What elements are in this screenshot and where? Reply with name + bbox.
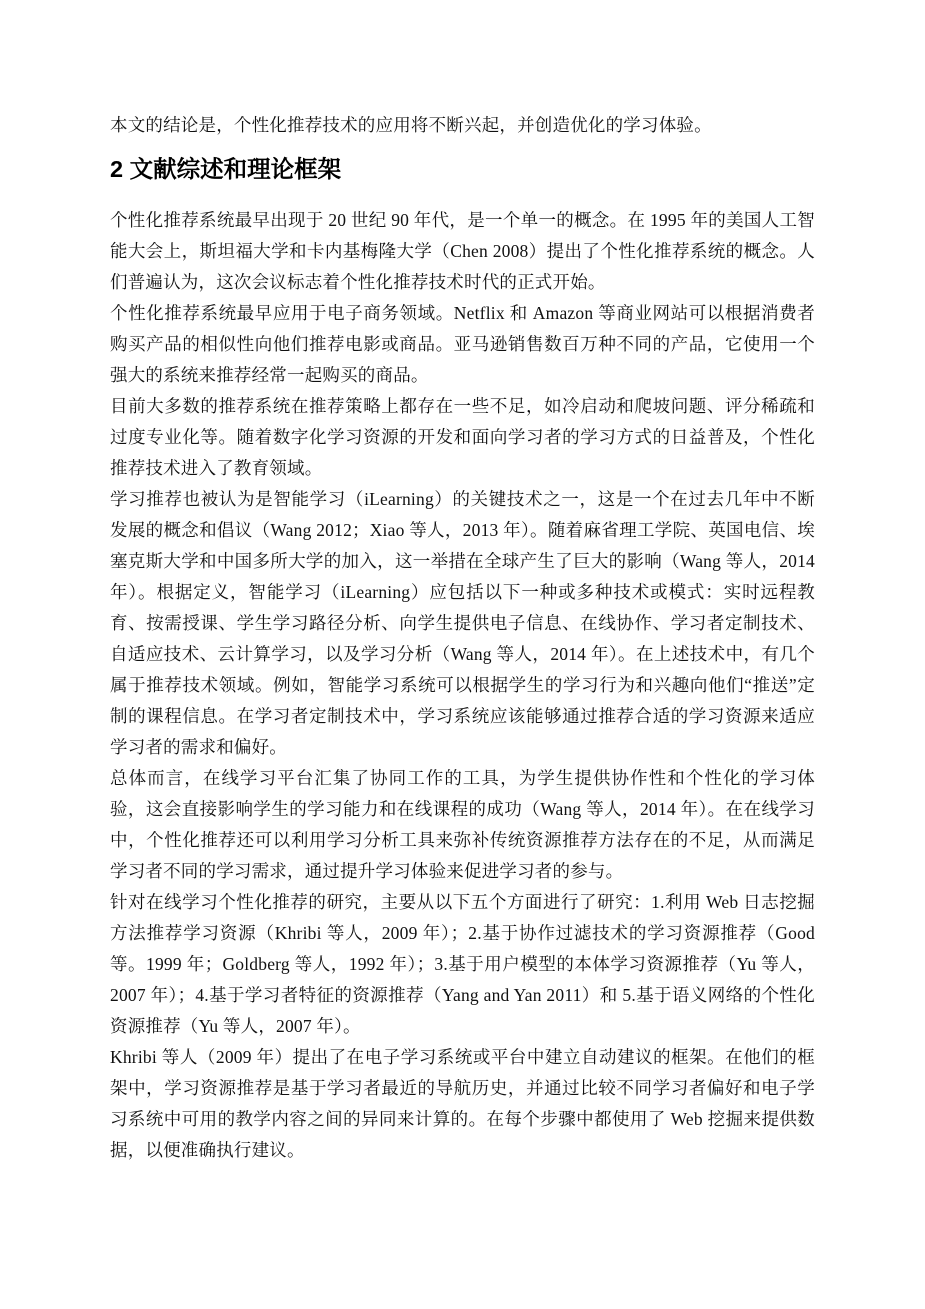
body-paragraph: Khribi 等人（2009 年）提出了在电子学习系统或平台中建立自动建议的框架。在他们的框架中，学习资源推荐是基于学习者最近的导航历史，并通过比较不同学习者偏好和电子学习系统中可用的教学内容之间的异同来计算的。在每个步骤中都使用了 Web 挖掘来提供数据，以便准确执行建议。 bbox=[110, 1047, 815, 1160]
body-paragraph: 针对在线学习个性化推荐的研究，主要从以下五个方面进行了研究：1.利用 Web 日志挖掘方法推荐学习资源（Khribi 等人，2009 年）；2.基于协作过滤技术的学习资源推荐（Good 等。1999 年；Goldberg 等人，1992 年）；3.基于用户模型的本体学习资源推荐（Yu 等人，2007 年）；4.基于学习者特征的资源推荐（Yang and Yan 2011）和 5.基于语义网络的个性化资源推荐（Yu 等人，2007 年）。 bbox=[110, 892, 815, 1036]
body-paragraph: 个性化推荐系统最早出现于 20 世纪 90 年代，是一个单一的概念。在 1995 年的美国人工智能大会上，斯坦福大学和卡内基梅隆大学（Chen 2008）提出了个性化推荐系统的概念。人们普遍认为，这次会议标志着个性化推荐技术时代的正式开始。 bbox=[110, 210, 815, 292]
body-paragraph: 总体而言，在线学习平台汇集了协同工作的工具，为学生提供协作性和个性化的学习体验，这会直接影响学生的学习能力和在线课程的成功（Wang 等人，2014 年）。在在线学习中，个性化推荐还可以利用学习分析工具来弥补传统资源推荐方法存在的不足，从而满足学习者不同的学习需求，通过提升学习体验来促进学习者的参与。 bbox=[110, 768, 815, 881]
section-heading: 2 文献综述和理论框架 bbox=[110, 156, 342, 182]
intro-paragraph: 本文的结论是，个性化推荐技术的应用将不断兴起，并创造优化的学习体验。 bbox=[110, 115, 712, 135]
body-paragraph: 目前大多数的推荐系统在推荐策略上都存在一些不足，如冷启动和爬坡问题、评分稀疏和过度专业化等。随着数字化学习资源的开发和面向学习者的学习方式的日益普及，个性化推荐技术进入了教育领域。 bbox=[110, 396, 815, 478]
body-paragraph: 学习推荐也被认为是智能学习（iLearning）的关键技术之一，这是一个在过去几年中不断发展的概念和倡议（Wang 2012；Xiao 等人，2013 年）。随着麻省理工学院、英国电信、埃塞克斯大学和中国多所大学的加入，这一举措在全球产生了巨大的影响（Wang 等人，2014 年）。根据定义，智能学习（iLearning）应包括以下一种或多种技术或模式：实时远程教育、按需授课、学生学习路径分析、向学生提供电子信息、在线协作、学习者定制技术、自适应技术、云计算学习，以及学习分析（Wang 等人，2014 年）。在上述技术中，有几个属于推荐技术领域。例如，智能学习系统可以根据学生的学习行为和兴趣向他们“推送”定制的课程信息。在学习者定制技术中，学习系统应该能够通过推荐合适的学习资源来适应学习者的需求和偏好。 bbox=[110, 489, 815, 757]
body-paragraph: 个性化推荐系统最早应用于电子商务领域。Netflix 和 Amazon 等商业网站可以根据消费者购买产品的相似性向他们推荐电影或商品。亚马逊销售数百万种不同的产品，它使用一个强大的系统来推荐经常一起购买的商品。 bbox=[110, 303, 815, 385]
